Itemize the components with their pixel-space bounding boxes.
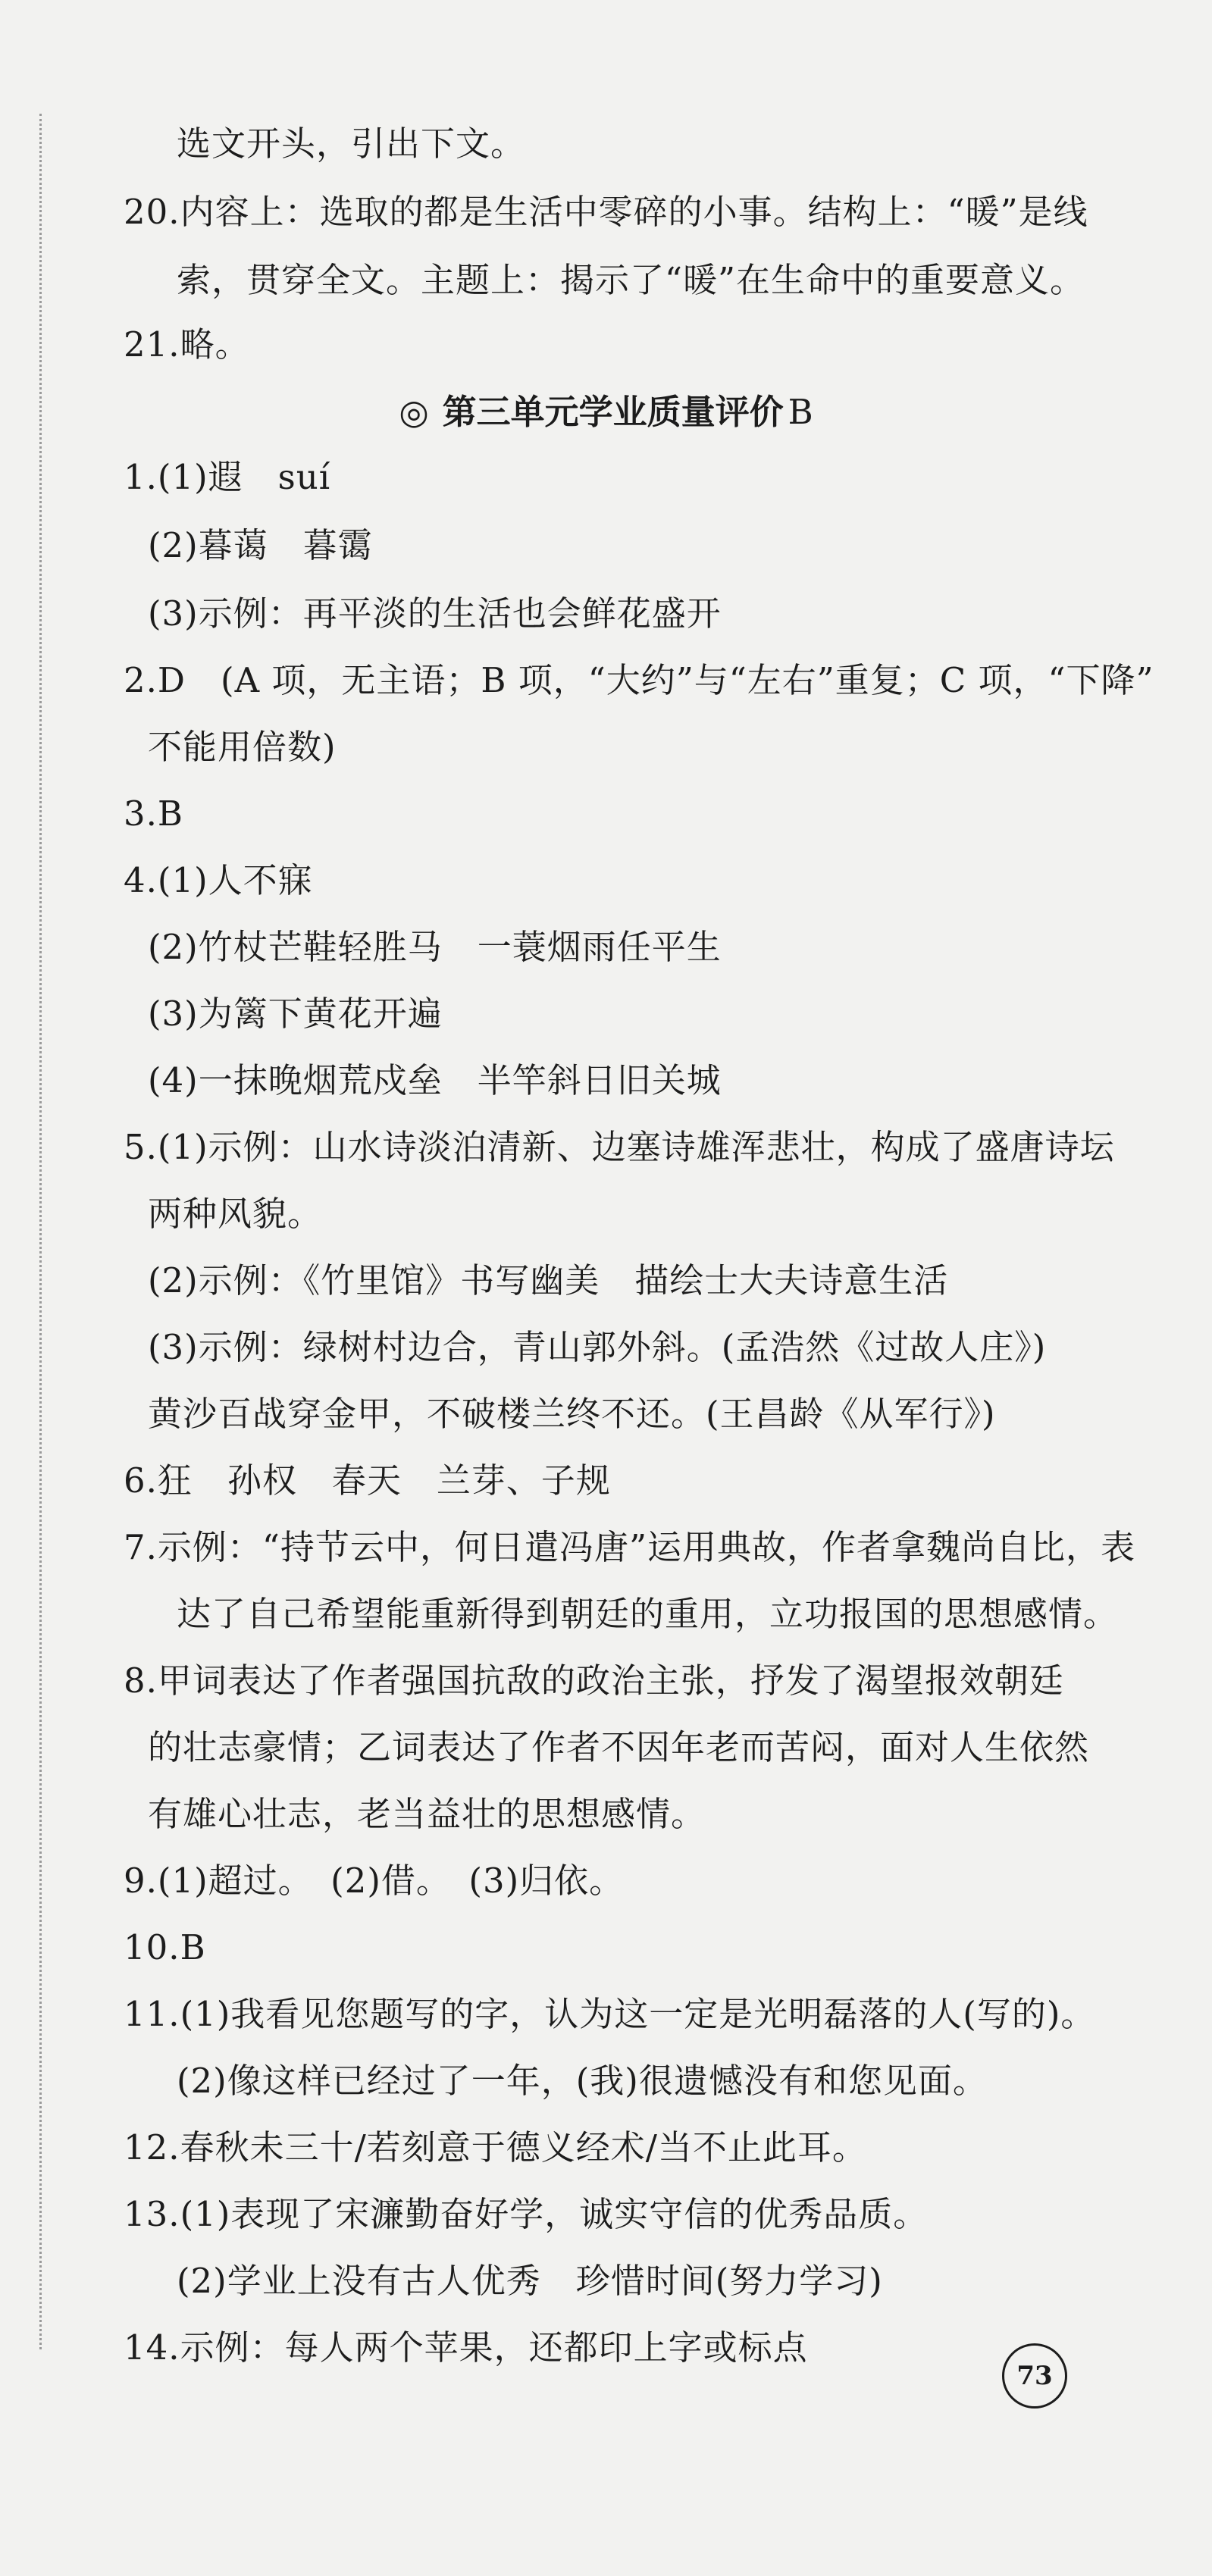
text-line: 4.(1)人不寐	[124, 860, 313, 900]
text-line: 21.略。	[124, 324, 250, 365]
text-line: (3)示例：绿树村边合，青山郭外斜。(孟浩然《过故人庄》)	[148, 1327, 1047, 1367]
bullseye-icon: ◎	[399, 392, 429, 432]
text-line: (3)为篱下黄花开遍	[148, 994, 443, 1034]
binding-margin-dotted-line	[39, 114, 42, 2349]
text-line: (2)暮蔼 暮霭	[148, 525, 373, 565]
text-line: 11.(1)我看见您题写的字，认为这一定是光明磊落的人(写的)。	[124, 1994, 1096, 2034]
text-line: (2)竹杖芒鞋轻胜马 一蓑烟雨任平生	[148, 927, 722, 967]
section-title-letter: B	[788, 392, 813, 432]
text-line: 两种风貌。	[148, 1194, 323, 1234]
text-line: 5.(1)示例：山水诗淡泊清新、边塞诗雄浑悲壮，构成了盛唐诗坛	[124, 1127, 1115, 1167]
text-line: (4)一抹晚烟荒戍垒 半竿斜日旧关城	[148, 1060, 722, 1100]
text-line: 20.内容上：选取的都是生活中零碎的小事。结构上：“暖”是线	[124, 192, 1088, 232]
text-line: 1.(1)遐 suí	[124, 457, 331, 497]
text-line: (2)学业上没有古人优秀 珍惜时间(努力学习)	[177, 2261, 883, 2301]
section-title	[0, 390, 1212, 435]
text-line: 9.(1)超过。 (2)借。 (3)归依。	[124, 1861, 625, 1901]
text-line: 达了自己希望能重新得到朝廷的重用，立功报国的思想感情。	[177, 1594, 1119, 1634]
text-line: 8.甲词表达了作者强国抗敌的政治主张，抒发了渴望报效朝廷	[124, 1660, 1064, 1701]
section-title-text: 第三单元学业质量评价	[442, 392, 784, 432]
page-number-badge: 73	[1002, 2343, 1067, 2409]
text-line: 选文开头，引出下文。	[177, 124, 526, 164]
text-line: (2)示例：《竹里馆》书写幽美 描绘士大夫诗意生活	[148, 1260, 949, 1301]
text-line: 10.B	[124, 1927, 206, 1967]
text-line: 6.狂 孙权 春天 兰芽、子规	[124, 1460, 611, 1501]
text-line: 黄沙百战穿金甲，不破楼兰终不还。(王昌龄《从军行》)	[148, 1394, 996, 1434]
text-line: 不能用倍数)	[148, 727, 337, 767]
text-line: 13.(1)表现了宋濂勤奋好学，诚实守信的优秀品质。	[124, 2194, 929, 2234]
text-line: 有雄心壮志，老当益壮的思想感情。	[148, 1794, 706, 1834]
text-line: 的壮志豪情；乙词表达了作者不因年老而苦闷，面对人生依然	[148, 1727, 1090, 1767]
text-line: 索，贯穿全文。主题上：揭示了“暖”在生命中的重要意义。	[177, 260, 1085, 300]
text-line: 3.B	[124, 793, 184, 834]
text-line: (3)示例：再平淡的生活也会鲜花盛开	[148, 593, 722, 634]
text-line: 12.春秋未三十/若刻意于德义经术/当不止此耳。	[124, 2127, 867, 2168]
text-line: (2)像这样已经过了一年，(我)很遗憾没有和您见面。	[177, 2061, 988, 2101]
text-line: 2.D (A 项，无主语；B 项，“大约”与“左右”重复；C 项，“下降”	[124, 660, 1154, 700]
text-line: 7.示例：“持节云中，何日遣冯唐”运用典故，作者拿魏尚自比，表	[124, 1527, 1135, 1567]
text-line: 14.示例：每人两个苹果，还都印上字或标点	[124, 2327, 808, 2368]
